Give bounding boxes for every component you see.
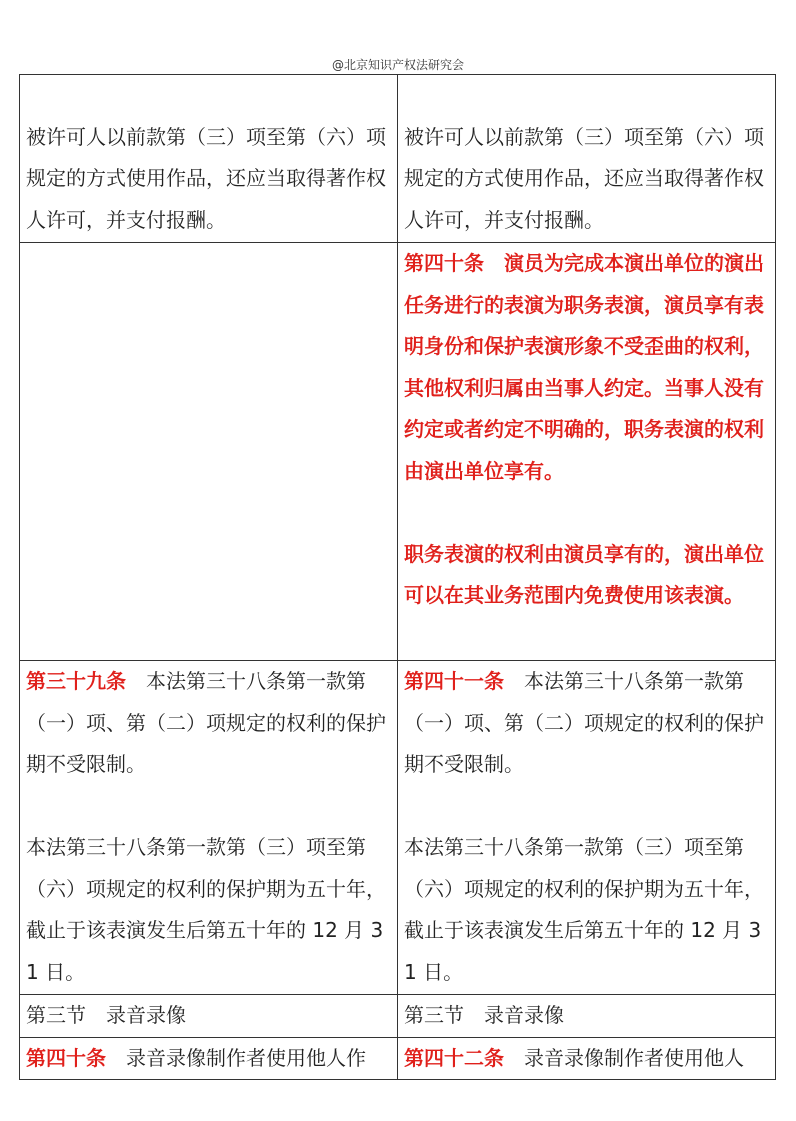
comparison-table: [19, 74, 776, 1080]
cell-left: [20, 661, 398, 995]
section-title: 第三节 录音录像: [26, 1003, 186, 1027]
watermark: @北京知识产权法研究会: [331, 58, 464, 72]
cell-text: 被许可人以前款第（三）项至第（六）项规定的方式使用作品，还应当取得著作权人许可，并支付报酬。: [26, 124, 386, 232]
article-number: 第四十一条: [404, 669, 504, 693]
cell-text: 本法第三十八条第一款第（一）项、第（二）项规定的权利的保护期不受限制。: [404, 669, 764, 776]
table-row: [20, 661, 776, 995]
article-number: 第四十条: [26, 1045, 106, 1070]
article-number: 第四十二条: [404, 1045, 504, 1070]
cell-right: [398, 75, 776, 243]
cell-text: 录音录像制作者使用他人作: [106, 1045, 366, 1070]
table-row: [20, 243, 776, 661]
cell-left: [20, 1037, 398, 1080]
cell-text: 录音录像制作者使用他人: [504, 1045, 744, 1070]
cell-left: [20, 75, 398, 243]
cell-right: [398, 661, 776, 995]
table-row: [20, 995, 776, 1038]
cell-right: [398, 995, 776, 1038]
cell-text: 本法第三十八条第一款第（三）项至第（六）项规定的权利的保护期为五十年，截止于该表演发生后第五十年的 12 月 31 日。: [26, 835, 386, 984]
cell-text: 被许可人以前款第（三）项至第（六）项规定的方式使用作品，还应当取得著作权人许可，并支付报酬。: [404, 124, 764, 232]
table-row: [20, 1037, 776, 1080]
cell-text: 本法第三十八条第一款第（三）项至第（六）项规定的权利的保护期为五十年，截止于该表演发生后第五十年的 12 月 31 日。: [404, 835, 764, 984]
section-title: 第三节 录音录像: [404, 1003, 564, 1027]
cell-right: [398, 243, 776, 661]
table-row: [20, 75, 776, 243]
cell-text: 本法第三十八条第一款第（一）项、第（二）项规定的权利的保护期不受限制。: [26, 669, 386, 776]
article-number: 第三十九条: [26, 669, 126, 693]
article-40-p1: 第四十条 演员为完成本演出单位的演出任务进行的表演为职务表演，演员享有表明身份和保护表演形象不受歪曲的权利，其他权利归属由当事人约定。当事人没有约定或者约定不明确的，职务表演的权利由演出单位享有。: [404, 251, 764, 483]
article-40-p2: 职务表演的权利由演员享有的，演出单位可以在其业务范围内免费使用该表演。: [404, 541, 764, 607]
cell-right: [398, 1037, 776, 1080]
cell-left: [20, 995, 398, 1038]
cell-left: [20, 243, 398, 661]
